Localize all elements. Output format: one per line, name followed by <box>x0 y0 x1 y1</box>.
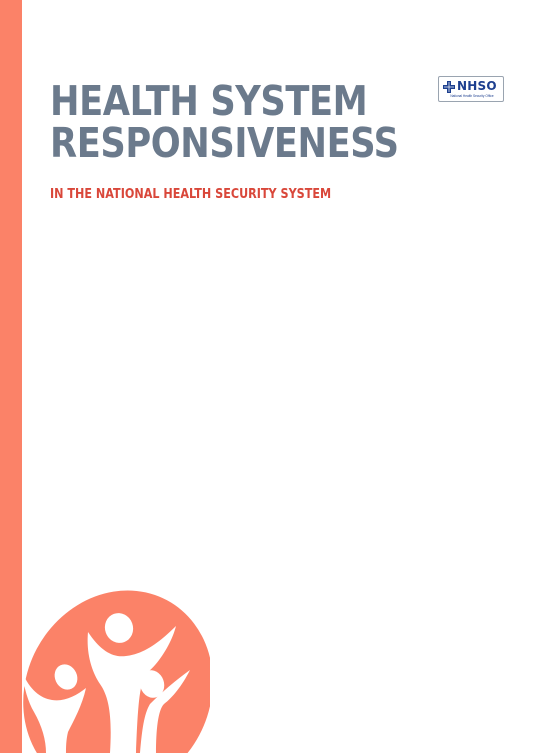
nhso-logo <box>438 76 504 102</box>
people-family-icon <box>0 580 210 753</box>
logo-wordmark: NHSO <box>457 79 497 93</box>
medical-cross-icon <box>443 81 455 93</box>
cover-subtitle: IN THE NATIONAL HEALTH SECURITY SYSTEM <box>50 187 332 202</box>
title-line-1: HEALTH SYSTEM <box>50 77 368 125</box>
logo-subtitle: National Health Security Office <box>450 94 494 98</box>
title-line-2: RESPONSIVENESS <box>50 119 399 167</box>
cover-title <box>50 77 430 167</box>
